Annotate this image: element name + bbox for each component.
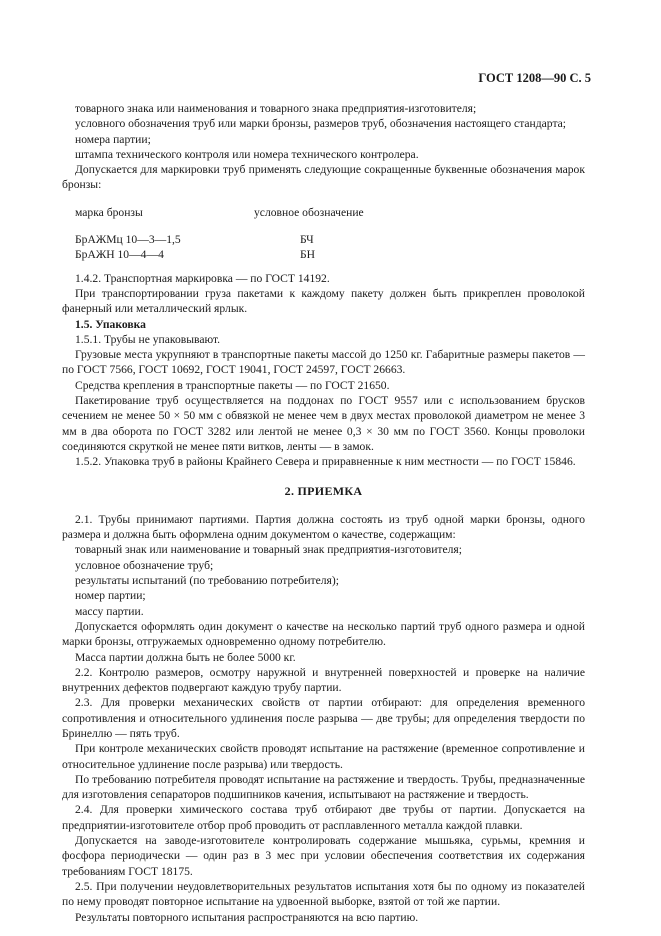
list-item: товарный знак или наименование и товарный знак предприятия-изготовителя; [75,543,462,557]
paragraph-packaging: Пакетирование труб осуществляется на поддонах по ГОСТ 9557 или с использованием брусков сечением не менее 50 × 50 мм с обвязкой не менее чем в двух местах проволокой диаметром не менее 3 мм в два оборота по ГОСТ 3282 или лентой не менее 0,3 × 30 мм по ГОСТ 3560. Концы проволоки соединяются скруткой не менее пяти витков, ленты — в замок. [62,394,585,453]
paragraph-cargo: Грузовые места укрупняют в транспортные пакеты массой до 1250 кг. Габаритные размеры пакетов — по ГОСТ 7566, ГОСТ 10692, ГОСТ 19041, ГОСТ 24597, ГОСТ 26663. [62,348,585,377]
paragraph-results: Результаты повторного испытания распространяются на всю партию. [75,910,419,924]
list-item: результаты испытаний (по требованию потребителя); [75,574,339,588]
text-line: условного обозначения труб или марки бронзы, размеров труб, обозначения настоящего стандарта; [75,117,567,131]
table-header-code: условное обозначение [254,205,364,219]
list-item: условное обозначение труб; [75,558,214,572]
clause-1-5-1: 1.5.1. Трубы не упаковывают. [75,332,221,346]
paragraph-transport: При транспортировании груза пакетами к каждому пакету должен быть прикреплен проволокой фанерный или металлический ярлык. [62,286,585,316]
bronze-table-header [62,205,585,220]
page-header: ГОСТ 1208—90 С. 5 [478,71,591,85]
list-item: массу партии. [75,604,144,618]
clause-2-4: 2.4. Для проверки химического состава труб отбирают две трубы от партии. Допускается на предприятии-изготовителе отбор проб проводить от расплавленного металла каждой плавки. [62,803,585,832]
text-line: Допускается для маркировки труб применять следующие сокращенные буквенные обозначения марок бронзы: [62,163,585,192]
table-header-mark: марка бронзы [75,205,143,219]
bronze-code: БЧ [300,233,314,247]
page-content [62,101,585,925]
paragraph-document: Допускается оформлять один документ о качестве на несколько партий труб одного размера и одной марки бронзы, отгружаемых одновременно одному потребителю. [62,619,585,649]
clause-2-1: 2.1. Трубы принимают партиями. Партия должна состоять из труб одной марки бронзы, одного размера и должна быть оформлена одним документом о качестве, содержащим: [62,512,585,542]
clause-2-5: 2.5. При получении неудовлетворительных результатов испытания хотя бы по одному из показателей по нему проводят повторное испытание на удвоенной выборке, взятой от той же партии. [62,879,585,909]
text-line: штампа технического контроля или номера технического контролера. [75,147,419,161]
bronze-mark: БрАЖН 10—4—4 [75,248,164,262]
table-row [62,232,585,247]
clause-2-2: 2.2. Контролю размеров, осмотру наружной и внутренней поверхностей и проверке на наличие внутренних дефектов подвергают каждую трубу партии. [62,665,585,695]
section-2-title: 2. ПРИЕМКА [284,483,363,498]
section-1-5-title: 1.5. Упаковка [75,317,146,331]
table-row [62,247,585,262]
bronze-code: БН [300,248,316,262]
clause-1-5-2: 1.5.2. Упаковка труб в районы Крайнего Севера и приравненные к ним местности — по ГОСТ 15846. [75,455,576,469]
text-line: товарного знака или наименования и товарного знака предприятия-изготовителя; [75,102,477,115]
paragraph-arsenic: Допускается на заводе-изготовителе контролировать содержание мышьяка, сурьмы, кремния и фосфора периодически — один раз в 3 мес при условии обеспечения соответствия их содержания требованиям ГОСТ 18175. [62,834,585,878]
paragraph-fixing: Средства крепления в транспортные пакеты — по ГОСТ 21650. [75,378,390,392]
paragraph-requirement: По требованию потребителя проводят испытание на растяжение и твердость. Трубы, предназначенные для изготовления сепараторов подшипников качения, испытывают на растяжение и твердость. [62,772,585,802]
bronze-mark: БрАЖМц 10—3—1,5 [75,233,181,247]
paragraph-mechanical: При контроле механических свойств проводят испытание на растяжение (временное сопротивление и относительное удлинение после разрыва) или твердость. [62,742,585,771]
paragraph-mass: Масса партии должна быть не более 5000 кг. [75,650,296,664]
clause-1-4-2: 1.4.2. Транспортная маркировка — по ГОСТ 14192. [75,271,330,285]
list-item: номер партии; [75,589,146,603]
text-line: номера партии; [75,132,151,146]
clause-2-3: 2.3. Для проверки механических свойств от партии отбирают: для определения временного сопротивления и относительного удлинения после разрыва — две трубы; для определения твердости по Бринеллю — пять труб. [62,696,585,740]
